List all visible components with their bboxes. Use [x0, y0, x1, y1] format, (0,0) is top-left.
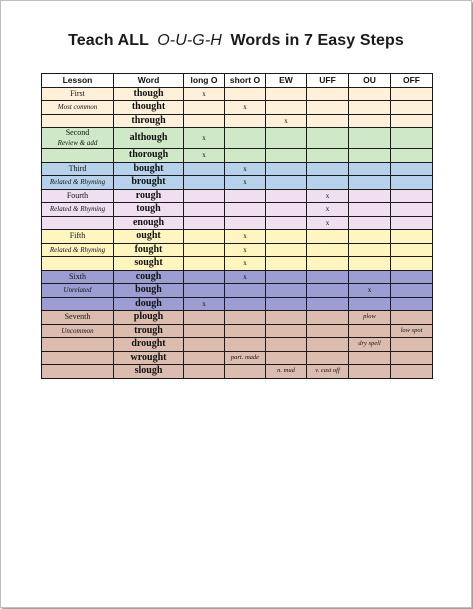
empty-cell: [307, 230, 349, 244]
word-cell: wrought: [114, 351, 184, 365]
word-cell: although: [114, 128, 184, 149]
lesson-label: Second: [65, 128, 90, 137]
pronunciation-mark: x: [184, 297, 225, 311]
empty-cell: [391, 351, 433, 365]
empty-cell: [307, 297, 349, 311]
pronunciation-mark: x: [225, 230, 266, 244]
empty-cell: [225, 216, 266, 230]
empty-cell: [307, 284, 349, 298]
pronunciation-mark: x: [184, 128, 225, 149]
word-cell: though: [114, 87, 184, 101]
empty-cell: [266, 176, 307, 190]
pronunciation-mark: x: [349, 284, 391, 298]
empty-cell: [349, 270, 391, 284]
empty-cell: [184, 311, 225, 325]
empty-cell: [307, 114, 349, 128]
empty-cell: [225, 203, 266, 217]
table-row: [42, 149, 433, 163]
empty-cell: [391, 189, 433, 203]
empty-cell: [349, 87, 391, 101]
empty-cell: [307, 257, 349, 271]
empty-cell: [349, 162, 391, 176]
empty-cell: [184, 351, 225, 365]
empty-cell: [349, 203, 391, 217]
table-row: [42, 128, 433, 149]
empty-cell: [184, 338, 225, 352]
lesson-cell: Seventh: [42, 311, 114, 325]
lesson-cell: Sixth: [42, 270, 114, 284]
header-cell: short O: [225, 74, 266, 88]
pronunciation-mark: x: [225, 270, 266, 284]
empty-cell: [349, 243, 391, 257]
empty-cell: [307, 324, 349, 338]
pronunciation-mark: x: [225, 101, 266, 115]
pronunciation-mark: x: [307, 203, 349, 217]
word-cell: brought: [114, 176, 184, 190]
empty-cell: [184, 284, 225, 298]
lesson-cell: Unrelated: [42, 284, 114, 298]
empty-cell: [266, 338, 307, 352]
empty-cell: [266, 243, 307, 257]
empty-cell: [184, 176, 225, 190]
empty-cell: [349, 257, 391, 271]
pronunciation-mark: x: [225, 243, 266, 257]
empty-cell: [184, 365, 225, 379]
empty-cell: [307, 176, 349, 190]
empty-cell: [307, 87, 349, 101]
empty-cell: [184, 270, 225, 284]
table-row: [42, 351, 433, 365]
ough-words-table: [41, 73, 433, 379]
pronunciation-mark: x: [225, 176, 266, 190]
table-row: [42, 101, 433, 115]
empty-cell: [225, 149, 266, 163]
pronunciation-note: n. mud: [266, 365, 307, 379]
pronunciation-mark: x: [184, 149, 225, 163]
word-cell: dough: [114, 297, 184, 311]
empty-cell: [349, 176, 391, 190]
empty-cell: [307, 270, 349, 284]
table-row: [42, 284, 433, 298]
pronunciation-mark: x: [225, 257, 266, 271]
empty-cell: [391, 284, 433, 298]
empty-cell: [307, 149, 349, 163]
empty-cell: [307, 338, 349, 352]
header-cell: OFF: [391, 74, 433, 88]
empty-cell: [266, 162, 307, 176]
word-cell: tough: [114, 203, 184, 217]
pronunciation-note: plow: [349, 311, 391, 325]
empty-cell: [391, 243, 433, 257]
empty-cell: [266, 189, 307, 203]
empty-cell: [184, 257, 225, 271]
header-cell: Lesson: [42, 74, 114, 88]
empty-cell: [266, 216, 307, 230]
table-row: [42, 114, 433, 128]
word-cell: thorough: [114, 149, 184, 163]
empty-cell: [225, 189, 266, 203]
empty-cell: [225, 365, 266, 379]
pronunciation-mark: x: [266, 114, 307, 128]
table-row: [42, 270, 433, 284]
empty-cell: [349, 365, 391, 379]
empty-cell: [391, 114, 433, 128]
empty-cell: [391, 365, 433, 379]
empty-cell: [349, 189, 391, 203]
lesson-cell: [42, 114, 114, 128]
header-row: [42, 74, 433, 88]
lesson-cell: First: [42, 87, 114, 101]
empty-cell: [184, 216, 225, 230]
empty-cell: [266, 87, 307, 101]
lesson-cell: Fourth: [42, 189, 114, 203]
empty-cell: [307, 311, 349, 325]
table-row: [42, 230, 433, 244]
empty-cell: [349, 216, 391, 230]
empty-cell: [391, 162, 433, 176]
empty-cell: [349, 101, 391, 115]
empty-cell: [266, 101, 307, 115]
page-title: [1, 32, 471, 50]
empty-cell: [307, 243, 349, 257]
word-cell: rough: [114, 189, 184, 203]
word-cell: trough: [114, 324, 184, 338]
empty-cell: [266, 230, 307, 244]
pronunciation-note: part. made: [225, 351, 266, 365]
title-ough: O-U-G-H: [157, 32, 222, 49]
word-cell: plough: [114, 311, 184, 325]
word-cell: bought: [114, 162, 184, 176]
empty-cell: [391, 203, 433, 217]
table-row: [42, 297, 433, 311]
empty-cell: [349, 114, 391, 128]
empty-cell: [225, 284, 266, 298]
word-cell: thought: [114, 101, 184, 115]
empty-cell: [391, 149, 433, 163]
empty-cell: [184, 243, 225, 257]
empty-cell: [225, 311, 266, 325]
word-cell: enough: [114, 216, 184, 230]
empty-cell: [266, 270, 307, 284]
empty-cell: [266, 284, 307, 298]
empty-cell: [225, 324, 266, 338]
empty-cell: [391, 270, 433, 284]
empty-cell: [349, 324, 391, 338]
word-cell: ought: [114, 230, 184, 244]
table-row: [42, 216, 433, 230]
word-cell: bough: [114, 284, 184, 298]
empty-cell: [184, 162, 225, 176]
lesson-sublabel: Review & add: [57, 139, 98, 147]
lesson-cell: [42, 365, 114, 379]
empty-cell: [391, 297, 433, 311]
empty-cell: [184, 189, 225, 203]
pronunciation-note: dry spell: [349, 338, 391, 352]
title-suffix: Words in 7 Easy Steps: [230, 32, 404, 49]
pronunciation-mark: x: [225, 162, 266, 176]
header-cell: UFF: [307, 74, 349, 88]
empty-cell: [307, 101, 349, 115]
empty-cell: [184, 101, 225, 115]
empty-cell: [307, 162, 349, 176]
empty-cell: [266, 257, 307, 271]
empty-cell: [391, 338, 433, 352]
empty-cell: [391, 230, 433, 244]
empty-cell: [391, 87, 433, 101]
empty-cell: [349, 230, 391, 244]
empty-cell: [307, 128, 349, 149]
pronunciation-note: low spot: [391, 324, 433, 338]
table-body: [42, 87, 433, 378]
empty-cell: [225, 297, 266, 311]
word-cell: fought: [114, 243, 184, 257]
table-row: [42, 176, 433, 190]
empty-cell: [184, 230, 225, 244]
table-row: [42, 243, 433, 257]
lesson-cell: [42, 297, 114, 311]
pronunciation-mark: x: [307, 189, 349, 203]
empty-cell: [266, 203, 307, 217]
header-cell: OU: [349, 74, 391, 88]
empty-cell: [266, 128, 307, 149]
pronunciation-mark: x: [184, 87, 225, 101]
word-cell: drought: [114, 338, 184, 352]
lesson-cell: Most common: [42, 101, 114, 115]
pronunciation-mark: x: [307, 216, 349, 230]
lesson-cell: [42, 128, 114, 149]
header-cell: long O: [184, 74, 225, 88]
empty-cell: [266, 351, 307, 365]
word-cell: through: [114, 114, 184, 128]
empty-cell: [349, 297, 391, 311]
empty-cell: [184, 324, 225, 338]
lesson-cell: [42, 257, 114, 271]
empty-cell: [225, 128, 266, 149]
title-prefix: Teach ALL: [68, 32, 149, 49]
lesson-cell: [42, 338, 114, 352]
empty-cell: [391, 257, 433, 271]
table-row: [42, 324, 433, 338]
word-cell: sought: [114, 257, 184, 271]
empty-cell: [225, 87, 266, 101]
table-row: [42, 338, 433, 352]
empty-cell: [184, 114, 225, 128]
empty-cell: [391, 128, 433, 149]
table-row: [42, 365, 433, 379]
empty-cell: [349, 351, 391, 365]
empty-cell: [391, 216, 433, 230]
empty-cell: [266, 297, 307, 311]
empty-cell: [225, 114, 266, 128]
header-cell: Word: [114, 74, 184, 88]
empty-cell: [307, 351, 349, 365]
empty-cell: [349, 149, 391, 163]
empty-cell: [225, 338, 266, 352]
table-row: [42, 162, 433, 176]
header-cell: EW: [266, 74, 307, 88]
lesson-cell: [42, 149, 114, 163]
lesson-cell: Fifth: [42, 230, 114, 244]
lesson-cell: Related & Rhyming: [42, 176, 114, 190]
empty-cell: [184, 203, 225, 217]
lesson-cell: Uncommon: [42, 324, 114, 338]
empty-cell: [266, 311, 307, 325]
lesson-cell: [42, 351, 114, 365]
table-row: [42, 257, 433, 271]
table-row: [42, 203, 433, 217]
empty-cell: [391, 176, 433, 190]
empty-cell: [349, 128, 391, 149]
word-cell: cough: [114, 270, 184, 284]
table-row: [42, 87, 433, 101]
empty-cell: [266, 324, 307, 338]
table-row: [42, 189, 433, 203]
word-cell: slough: [114, 365, 184, 379]
pronunciation-note: v. cast off: [307, 365, 349, 379]
empty-cell: [391, 311, 433, 325]
table-row: [42, 311, 433, 325]
lesson-cell: Related & Rhyming: [42, 203, 114, 217]
lesson-cell: Third: [42, 162, 114, 176]
empty-cell: [266, 149, 307, 163]
lesson-cell: Related & Rhyming: [42, 243, 114, 257]
empty-cell: [391, 101, 433, 115]
lesson-cell: [42, 216, 114, 230]
